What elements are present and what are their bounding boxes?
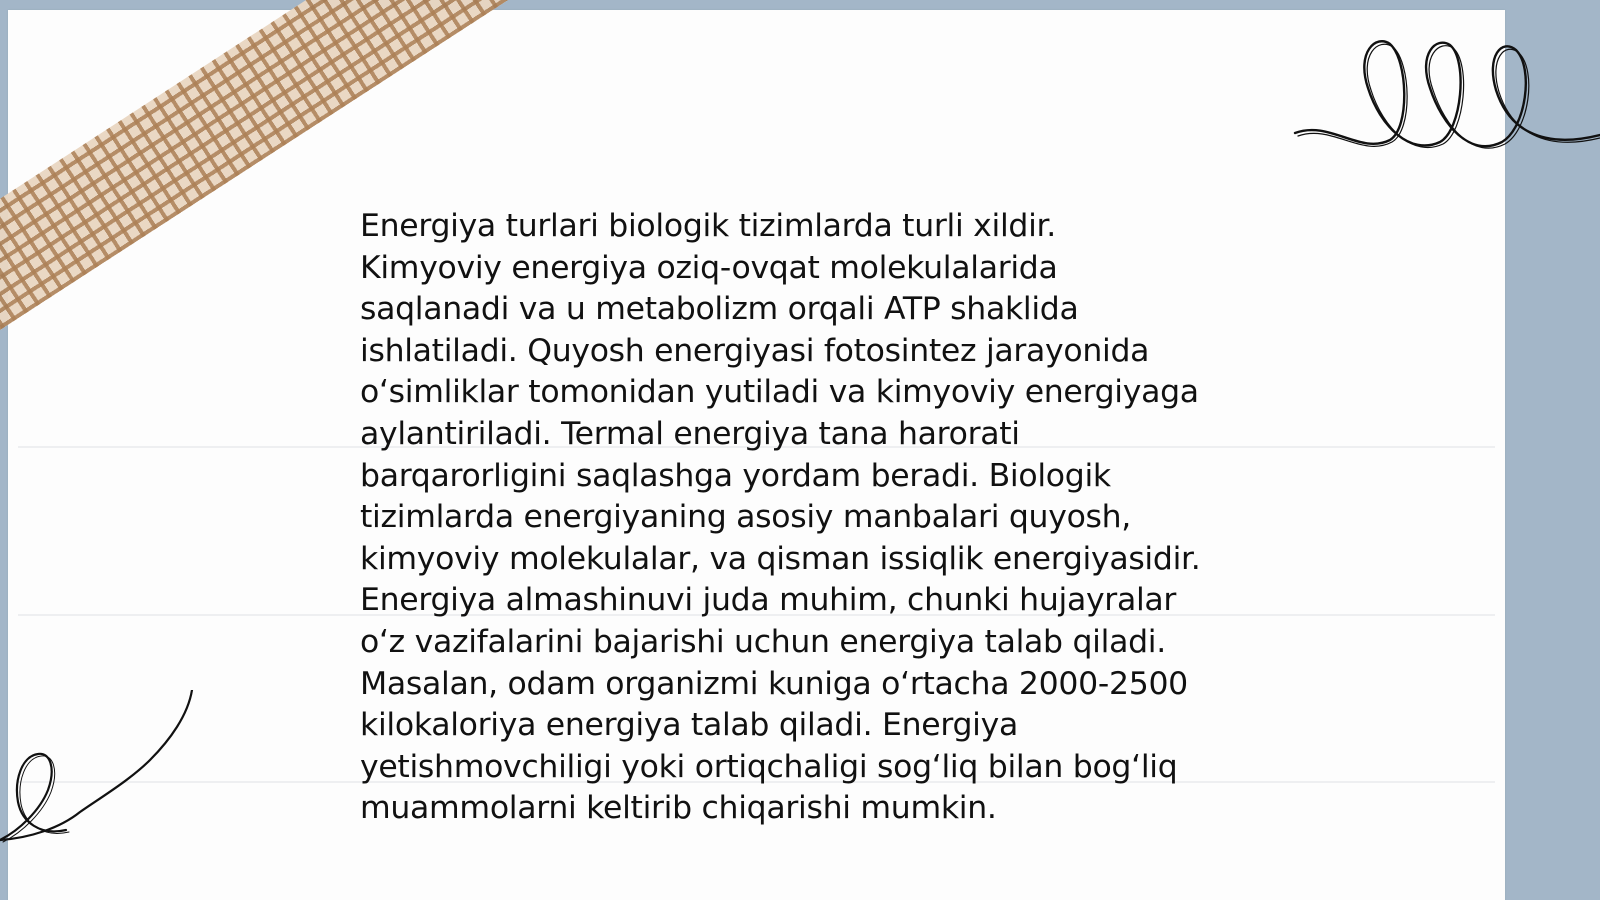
paragraph-line: Kimyoviy energiya oziq-ovqat molekulalarida xyxy=(360,249,1058,286)
paragraph-line: Masalan, odam organizmi kuniga oʻrtacha 2000-2500 xyxy=(360,665,1188,702)
paragraph-line: Energiya almashinuvi juda muhim, chunki hujayralar xyxy=(360,582,1177,619)
paragraph-line: oʻsimliklar tomonidan yutiladi va kimyoviy energiyaga xyxy=(360,374,1199,411)
curl-squiggle-icon xyxy=(0,690,200,850)
paragraph-line: muammolarni keltirib chiqarishi mumkin. xyxy=(360,790,997,827)
paragraph-line: Energiya turlari biologik tizimlarda turli xildir. xyxy=(360,208,1057,244)
paragraph-line: aylantiriladi. Termal energiya tana harorati xyxy=(360,415,1020,452)
paragraph-line: ishlatiladi. Quyosh energiyasi fotosintez jarayonida xyxy=(360,332,1150,369)
paragraph-line: oʻz vazifalarini bajarishi uchun energiya talab qiladi. xyxy=(360,623,1166,660)
paragraph-line: yetishmovchiligi yoki ortiqchaligi sogʻliq bilan bogʻliq xyxy=(360,748,1178,785)
loop-squiggle-icon xyxy=(1290,30,1600,160)
paragraph-line: kilokaloriya energiya talab qiladi. Energiya xyxy=(360,707,1018,744)
paragraph-line: saqlanadi va u metabolizm orqali ATP shaklida xyxy=(360,291,1079,328)
body-paragraph xyxy=(360,206,1240,830)
paragraph-line: kimyoviy molekulalar, va qisman issiqlik energiyasidir. xyxy=(360,540,1201,577)
paragraph-line: barqarorligini saqlashga yordam beradi. Biologik xyxy=(360,457,1111,494)
paragraph-line: tizimlarda energiyaning asosiy manbalari quyosh, xyxy=(360,499,1132,536)
